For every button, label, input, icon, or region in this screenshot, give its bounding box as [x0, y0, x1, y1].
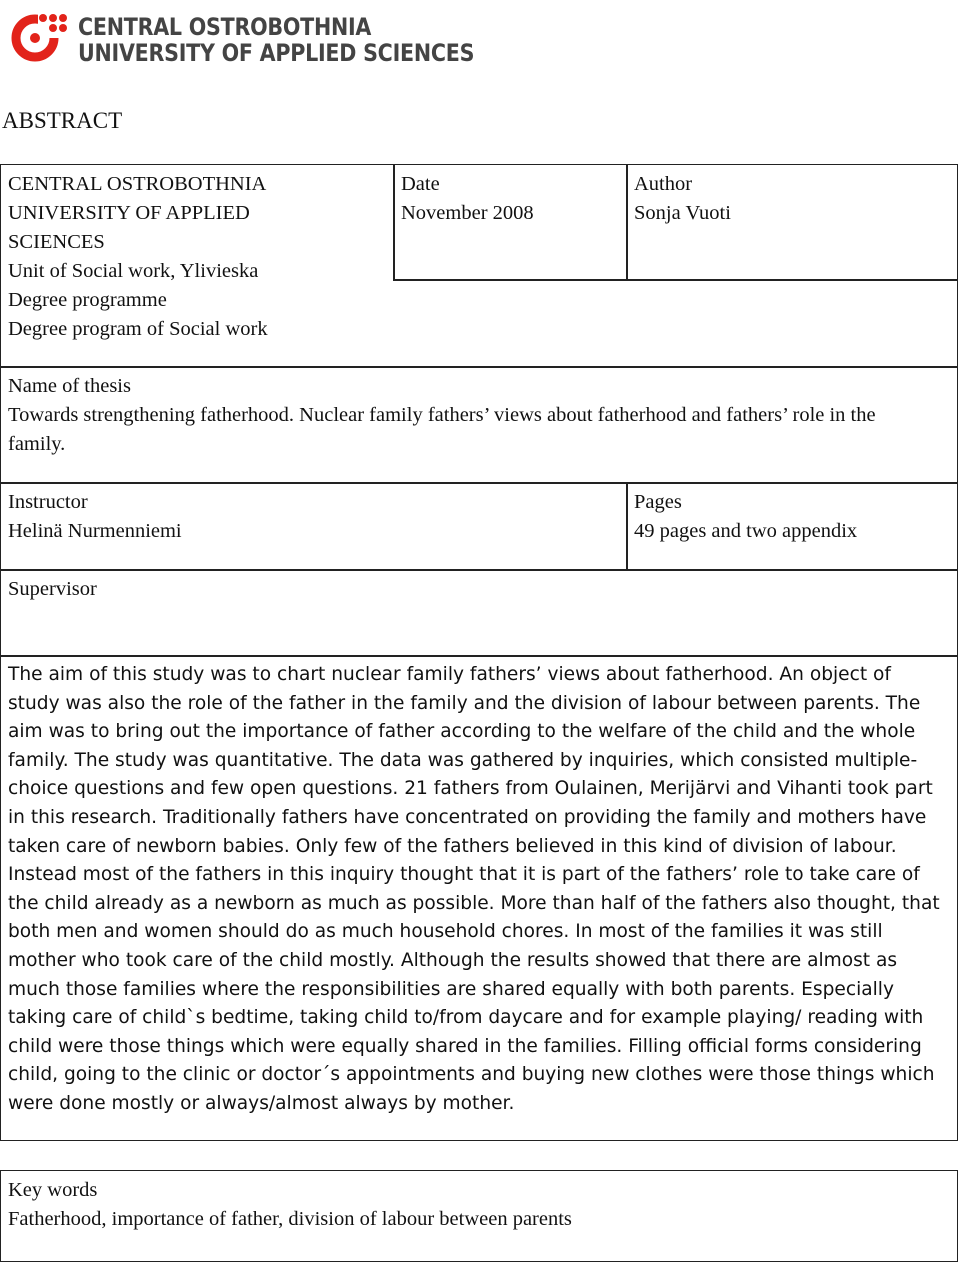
author-value: Sonja Vuoti: [634, 202, 731, 224]
date-value: November 2008: [401, 202, 534, 224]
keywords-value: Fatherhood, importance of father, division of labour between parents: [8, 1208, 572, 1230]
page-title: ABSTRACT: [2, 108, 123, 133]
logo-line2: UNIVERSITY OF APPLIED SCIENCES: [78, 39, 475, 67]
pages-cell: [626, 484, 956, 550]
degree-value: Degree program of Social work: [8, 318, 268, 340]
degree-cell: [0, 282, 600, 348]
university-logo-icon: [10, 8, 70, 64]
institution-name: CENTRAL OSTROBOTHNIA UNIVERSITY OF APPLIED SCIENCES: [8, 173, 266, 253]
supervisor-cell: [0, 571, 940, 608]
date-label: Date: [401, 173, 440, 195]
instructor-label: Instructor: [8, 491, 88, 513]
thesis-value: Towards strengthening fatherhood. Nuclear family fathers’ views about fatherhood and fathers’ role in the family.: [8, 404, 876, 455]
abstract-text: The aim of this study was to chart nuclear family fathers’ views about fatherhood. An object of study was also the role of the father in the family and the division of labour between parents. The aim was to bring out the importance of father according to the welfare of the child and the whole family. The study was quantitative. The data was gathered by inquiries, which consisted multiple-choice questions and few open questions. 21 fathers from Oulainen, Merijärvi and Vihanti took part in this research. Traditionally fathers have concentrated on providing the family and mothers have taken care of newborn babies. Only few of the fathers believed in this kind of division of labour. Instead most of the fathers in this inquiry thought that it is part of the fathers’ role to take care of the child already as a newborn as much as possible. More than half of the fathers also thought, that both men and women should do as much household chores. In most of the families it was still mother who took care of the child mostly. Although the results showed that there are almost as much those families where the responsibilities are shared equally with both parents. Especially taking care of child`s bedtime, taking child to/from daycare and for example playing/ reading with child were those things which were equally shared in the families. Filling official forms considering child, going to the clinic or doctor´s appointments and buying new clothes were those things which were done mostly or always/almost always by mother.: [8, 664, 940, 1114]
author-cell: [626, 166, 956, 232]
logo-text: [78, 14, 474, 66]
instructor-cell: [0, 484, 626, 550]
thesis-cell: [0, 368, 940, 463]
instructor-value: Helinä Nurmenniemi: [8, 520, 182, 542]
degree-label: Degree programme: [8, 289, 167, 311]
supervisor-label: Supervisor: [8, 578, 97, 600]
author-label: Author: [634, 173, 693, 195]
abstract-body: [0, 657, 952, 1123]
date-cell: [393, 166, 626, 232]
keywords-cell: [0, 1172, 940, 1238]
pages-value: 49 pages and two appendix: [634, 520, 858, 542]
institution-cell: [0, 166, 393, 290]
institution-unit: Unit of Social work, Ylivieska: [8, 260, 259, 282]
logo-line1: CENTRAL OSTROBOTHNIA: [78, 13, 372, 41]
thesis-label: Name of thesis: [8, 375, 131, 397]
keywords-label: Key words: [8, 1179, 98, 1201]
divider: [393, 279, 958, 281]
pages-label: Pages: [634, 491, 682, 513]
